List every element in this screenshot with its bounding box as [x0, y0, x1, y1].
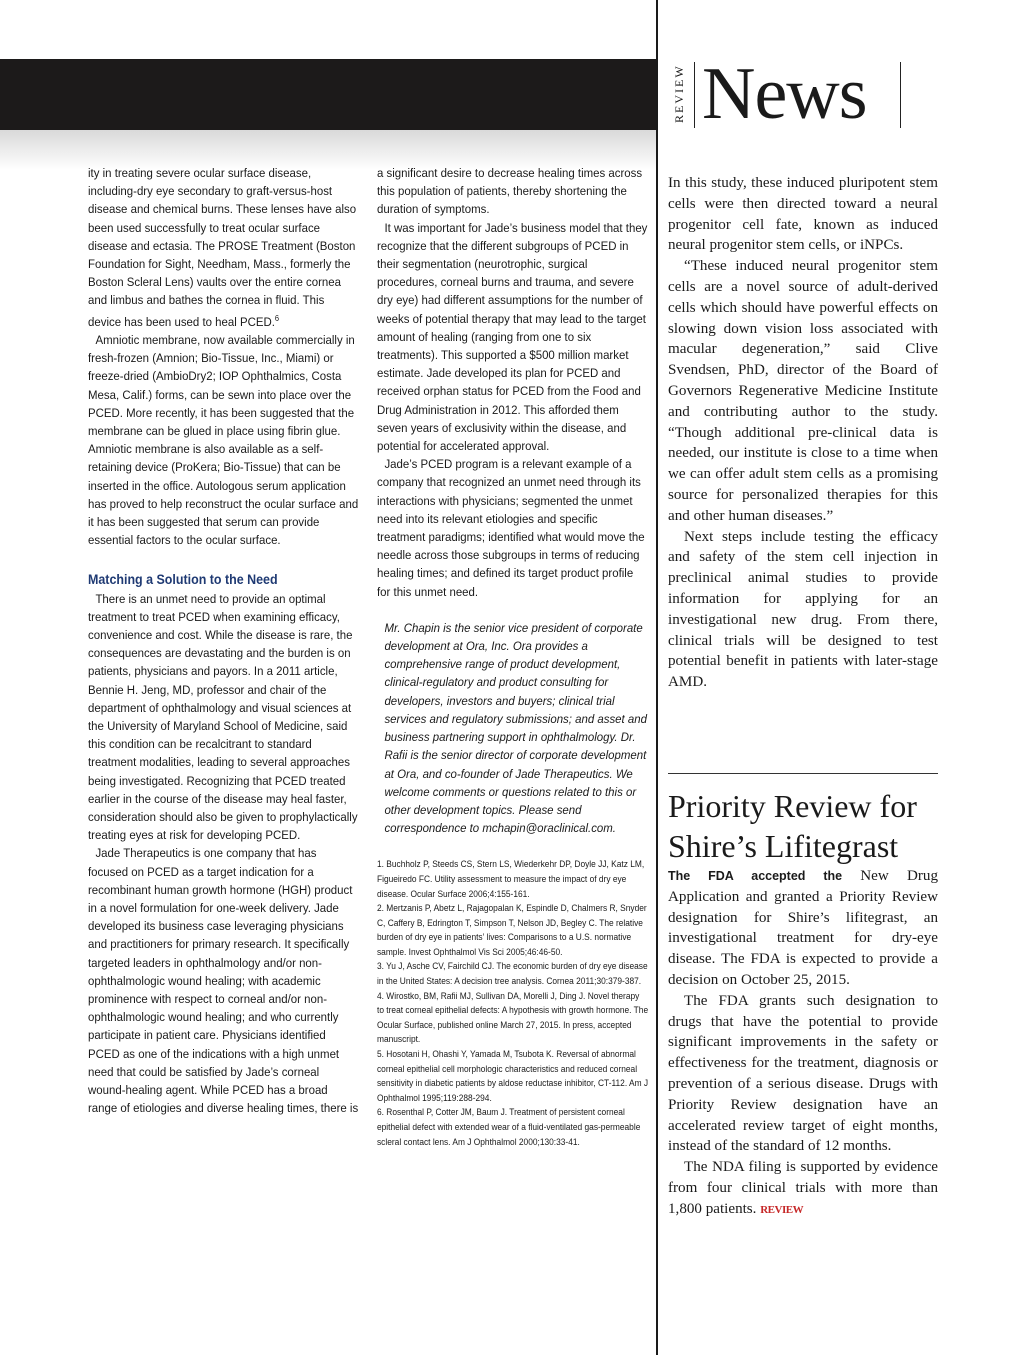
paragraph: Jade’s PCED program is a relevant example of a company that recognized an unmet need through its interactions with physicians; segmented the unmet need into its relevant etiologies and specific treatment paradigms; identified what would move the needle across those subgroups in terms of reducing healing times; and defined its target product profile for this unmet need. — [377, 457, 645, 599]
reference-item: 2. Mertzanis P, Abetz L, Rajagopalan K, Espindle D, Chalmers R, Snyder C, Caffery B, Edrington T, Simpson T, Nelson JD, Begley C. The relative burden of dry eye in patients’ lives: Comparisons to a U.S. normative sample. Invest Ophthalmol Vis Sci 2005;46:46-50. — [377, 903, 647, 957]
reference-item: 4. Wirostko, BM, Rafii MJ, Sullivan DA, Morelli J, Ding J. Novel therapy to treat corneal epithelial defects: A hypothesis with growth hormone. The Ocular Surface, published online March 27, 2015. In press, accepted manuscript. — [377, 990, 649, 1045]
paragraph: There is an unmet need to provide an optimal treatment to treat PCED when examining efficacy, convenience and cost. While the disease is rare, the consequences are devastating and the burden is on patients, physicians and payors. In a 2011 article, Bennie H. Jeng, MD, professor and chair of the department of ophthalmology and visual sciences at the University of Maryland School of Medicine, said this condition can be recalcitrant to standard treatment modalities, leading to several approaches being investigated. Recognizing that PCED treated earlier in the course of the disease may heal faster, consideration should also be given to prophylactically treating eyes at risk for developing PCED. — [88, 591, 358, 843]
section-subhead: Matching a Solution to the Need — [88, 572, 278, 588]
references — [377, 857, 649, 1149]
news-column-bottom — [668, 866, 938, 1221]
paragraph — [88, 164, 360, 331]
news-headline: Priority Review for Shire’s Lifitegrast — [668, 788, 917, 864]
footnote-ref: 6 — [274, 313, 280, 323]
paragraph: Amniotic membrane, now available commercially in fresh-frozen (Amnion; Bio-Tissue, Inc., Miami) or freeze-dried (AmbioDry2; IOP Ophthalmics, Costa Mesa, Calif.) forms, can be sewn into place over the PCED. More recently, it has been suggested that the membrane can be glued in place using fibrin glue. Amniotic membrane is also available as a self-retaining device (ProKera; Bio-Tissue) that can be inserted in the office. Autologous serum application has proved to help reconstruct the ocular surface and it has been suggested that serum can provide essential factors to the ocular surface. — [88, 332, 359, 548]
masthead — [668, 53, 918, 135]
column-1 — [88, 164, 360, 1117]
reference-item: 6. Rosenthal P, Cotter JM, Baum J. Treatment of persistent corneal epithelial defect with extended wear of a fluid-ventilated gas-permeable scleral contact lens. Am J Ophthalmol 2000;130:33-41. — [377, 1107, 641, 1147]
paragraph: The FDA grants such designation to drugs that have the potential to provide significant improvements in the safety or effectiveness for the treatment, diagnosis or prevention of a serious disease. Drugs with Priority Review designation have an accelerated review target of eight months, instead of the standard of 12 months. — [668, 992, 938, 1155]
paragraph — [668, 866, 938, 991]
column-divider — [656, 0, 658, 1355]
reference-item: 1. Buchholz P, Steeds CS, Stern LS, Wiederkehr DP, Doyle JJ, Katz LM, Figueiredo FC. Utility assessment to measure the impact of dry eye disease. Ocular Surface 2006;4:155-161. — [377, 859, 645, 899]
paragraph — [668, 1157, 938, 1220]
end-mark: REVIEW — [760, 1203, 804, 1216]
paragraph: “These induced neural progenitor stem cells are a novel source of adult-derived cells which should have powerful effects on slowing down vision loss associated with macular degeneration,” said Clive Svendsen, PhD, director of the Board of Governors Regenerative Medicine Institute and contributing author to the study. “Though additional pre-clinical data is needed, our institute is close to a time when we can offer adult stem cells as a promising source for personalized therapies for this and other human diseases.” — [668, 258, 938, 524]
reference-item: 3. Yu J, Asche CV, Fairchild CJ. The economic burden of dry eye disease in the United States: A decision tree analysis. Cornea 2011;30:379-387. — [377, 961, 648, 987]
paragraph: Jade Therapeutics is one company that has focused on PCED as a target indication for a recombinant human growth hormone (HGH) product in a novel formulation for one-week delivery. Jade developed its business case leveraging physicians and practitioners for primary research. It specifically targeted leaders in ophthalmology and/or non-ophthalmologic wound healing; with academic prominence with respect to corneal and/or non-ophthalmologic wound healing; and who currently participate in patient care. Physicians identified PCED as one of the indications with a high unmet need that could be satisfied by Jade’s corneal wound-healing agent. While PCED has a broad range of etiologies and diverse healing times, there is — [88, 846, 359, 1116]
masthead-rule-left — [694, 62, 695, 128]
masthead-rule-right — [900, 62, 901, 128]
reference-item: 5. Hosotani H, Ohashi Y, Yamada M, Tsubota K. Reversal of abnormal corneal epithelial cell morphologic characteristics and reduced corneal sensitivity in diabetic patients by aldose reductase inhibitor, CT-112. Am J Ophthalmol 1995;119:288-294. — [377, 1049, 649, 1103]
paragraph-text: ity in treating severe ocular surface disease, including-dry eye secondary to graft-versus-host disease and chemical burns. These lenses have also been used successfully to treat ocular surface disease and ectasia. The PROSE Treatment (Boston Foundation for Sight, Needham, Mass., formerly the Boston Scleral Lens) vaults over the entire cornea and limbus and bathes the cornea in fluid. This device has been used to heal PCED. — [88, 166, 357, 329]
paragraph-text: The NDA filing is supported by evidence from four clinical trials with more than 1,800 patients. — [668, 1159, 938, 1217]
masthead-title: News — [702, 53, 867, 135]
column-2 — [377, 164, 649, 1149]
paragraph: a significant desire to decrease healing times across this population of patients, thereby shortening the duration of symptoms. — [377, 166, 643, 217]
paragraph: In this study, these induced pluripotent stem cells were then directed toward a neural progenitor cell fate, known as induced neural progenitor stem cells, or iNPCs. — [668, 175, 938, 254]
paragraph: It was important for Jade’s business model that they recognize that the different subgroups of PCED in their segmentation (neurotrophic, surgical procedures, corneal burns and trauma, and severe dry eye) had different assumptions for the number of weeks of potential therapy that may lead to the target amount of healing (ranging from one to six treatments). This supported a $500 million market estimate. Jade developed its plan for PCED and received orphan status for PCED from the Food and Drug Administration in 2012. This afforded them seven years of exclusivity within the disease, and potential for accelerated approval. — [377, 220, 648, 454]
paragraph: Next steps include testing the efficacy and safety of the stem cell injection in preclinical animal studies to provide information for applying for an investigational new drug. From there, clinical trials will be designed to test potential benefit in patients with later-stage AMD. — [668, 528, 938, 691]
news-column-top — [668, 173, 938, 693]
masthead-label: REVIEW — [672, 64, 686, 124]
paragraph-text: New Drug Application and granted a Priority Review designation for Shire’s lifitegrast, an investigational treatment for dry-eye disease. The FDA is expected to provide a decision on October 25, 2015. — [668, 868, 938, 988]
lead-in: The FDA accepted the — [668, 869, 843, 883]
header-band — [0, 59, 656, 130]
section-divider — [668, 773, 938, 774]
author-bio: Mr. Chapin is the senior vice president of corporate development at Ora, Inc. Ora provides a comprehensive range of product development, clinical-regulatory and product consulting for developers, investors and buyers; clinical trial services and regulatory submissions; and asset and business partnering support in ophthalmology. Dr. Rafii is the senior director of corporate development at Ora, and co-founder of Jade Therapeutics. We welcome comments or questions related to this or other development topics. Please send correspondence to mchapin@oraclinical.com. — [384, 620, 647, 836]
